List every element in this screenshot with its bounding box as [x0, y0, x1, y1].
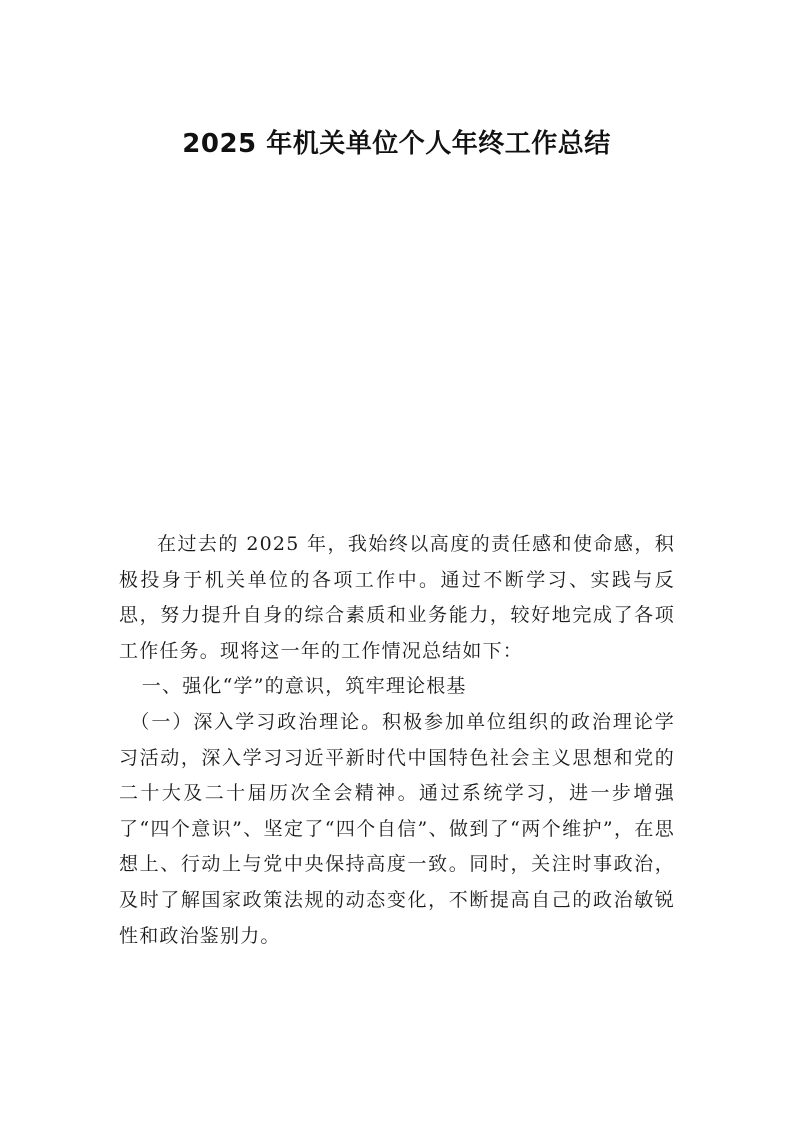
section-heading: 一、强化“学”的意识，筑牢理论根基 [141, 675, 467, 698]
document-title: 2025 年机关单位个人年终工作总结 [182, 129, 611, 159]
intro-paragraph: 在过去的 2025 年，我始终以高度的责任感和使命感，积极投身于机关单位的各项工作中。通过不断学习、实践与反思，努力提升自身的综合素质和业务能力，较好地完成了各项工作任务。现将这一年的工作情况总结如下： [119, 533, 675, 662]
document-body [119, 527, 675, 954]
subsection-paragraph: （一）深入学习政治理论。积极参加单位组织的政治理论学习活动，深入学习习近平新时代中国特色社会主义思想和党的二十大及二十届历次全会精神。通过系统学习，进一步增强了“四个意识”、坚定了“四个自信”、做到了“两个维护”，在思想上、行动上与党中央保持高度一致。同时，关注时事政治，及时了解国家政策法规的动态变化，不断提高自己的政治敏锐性和政治鉴别力。 [119, 710, 675, 947]
